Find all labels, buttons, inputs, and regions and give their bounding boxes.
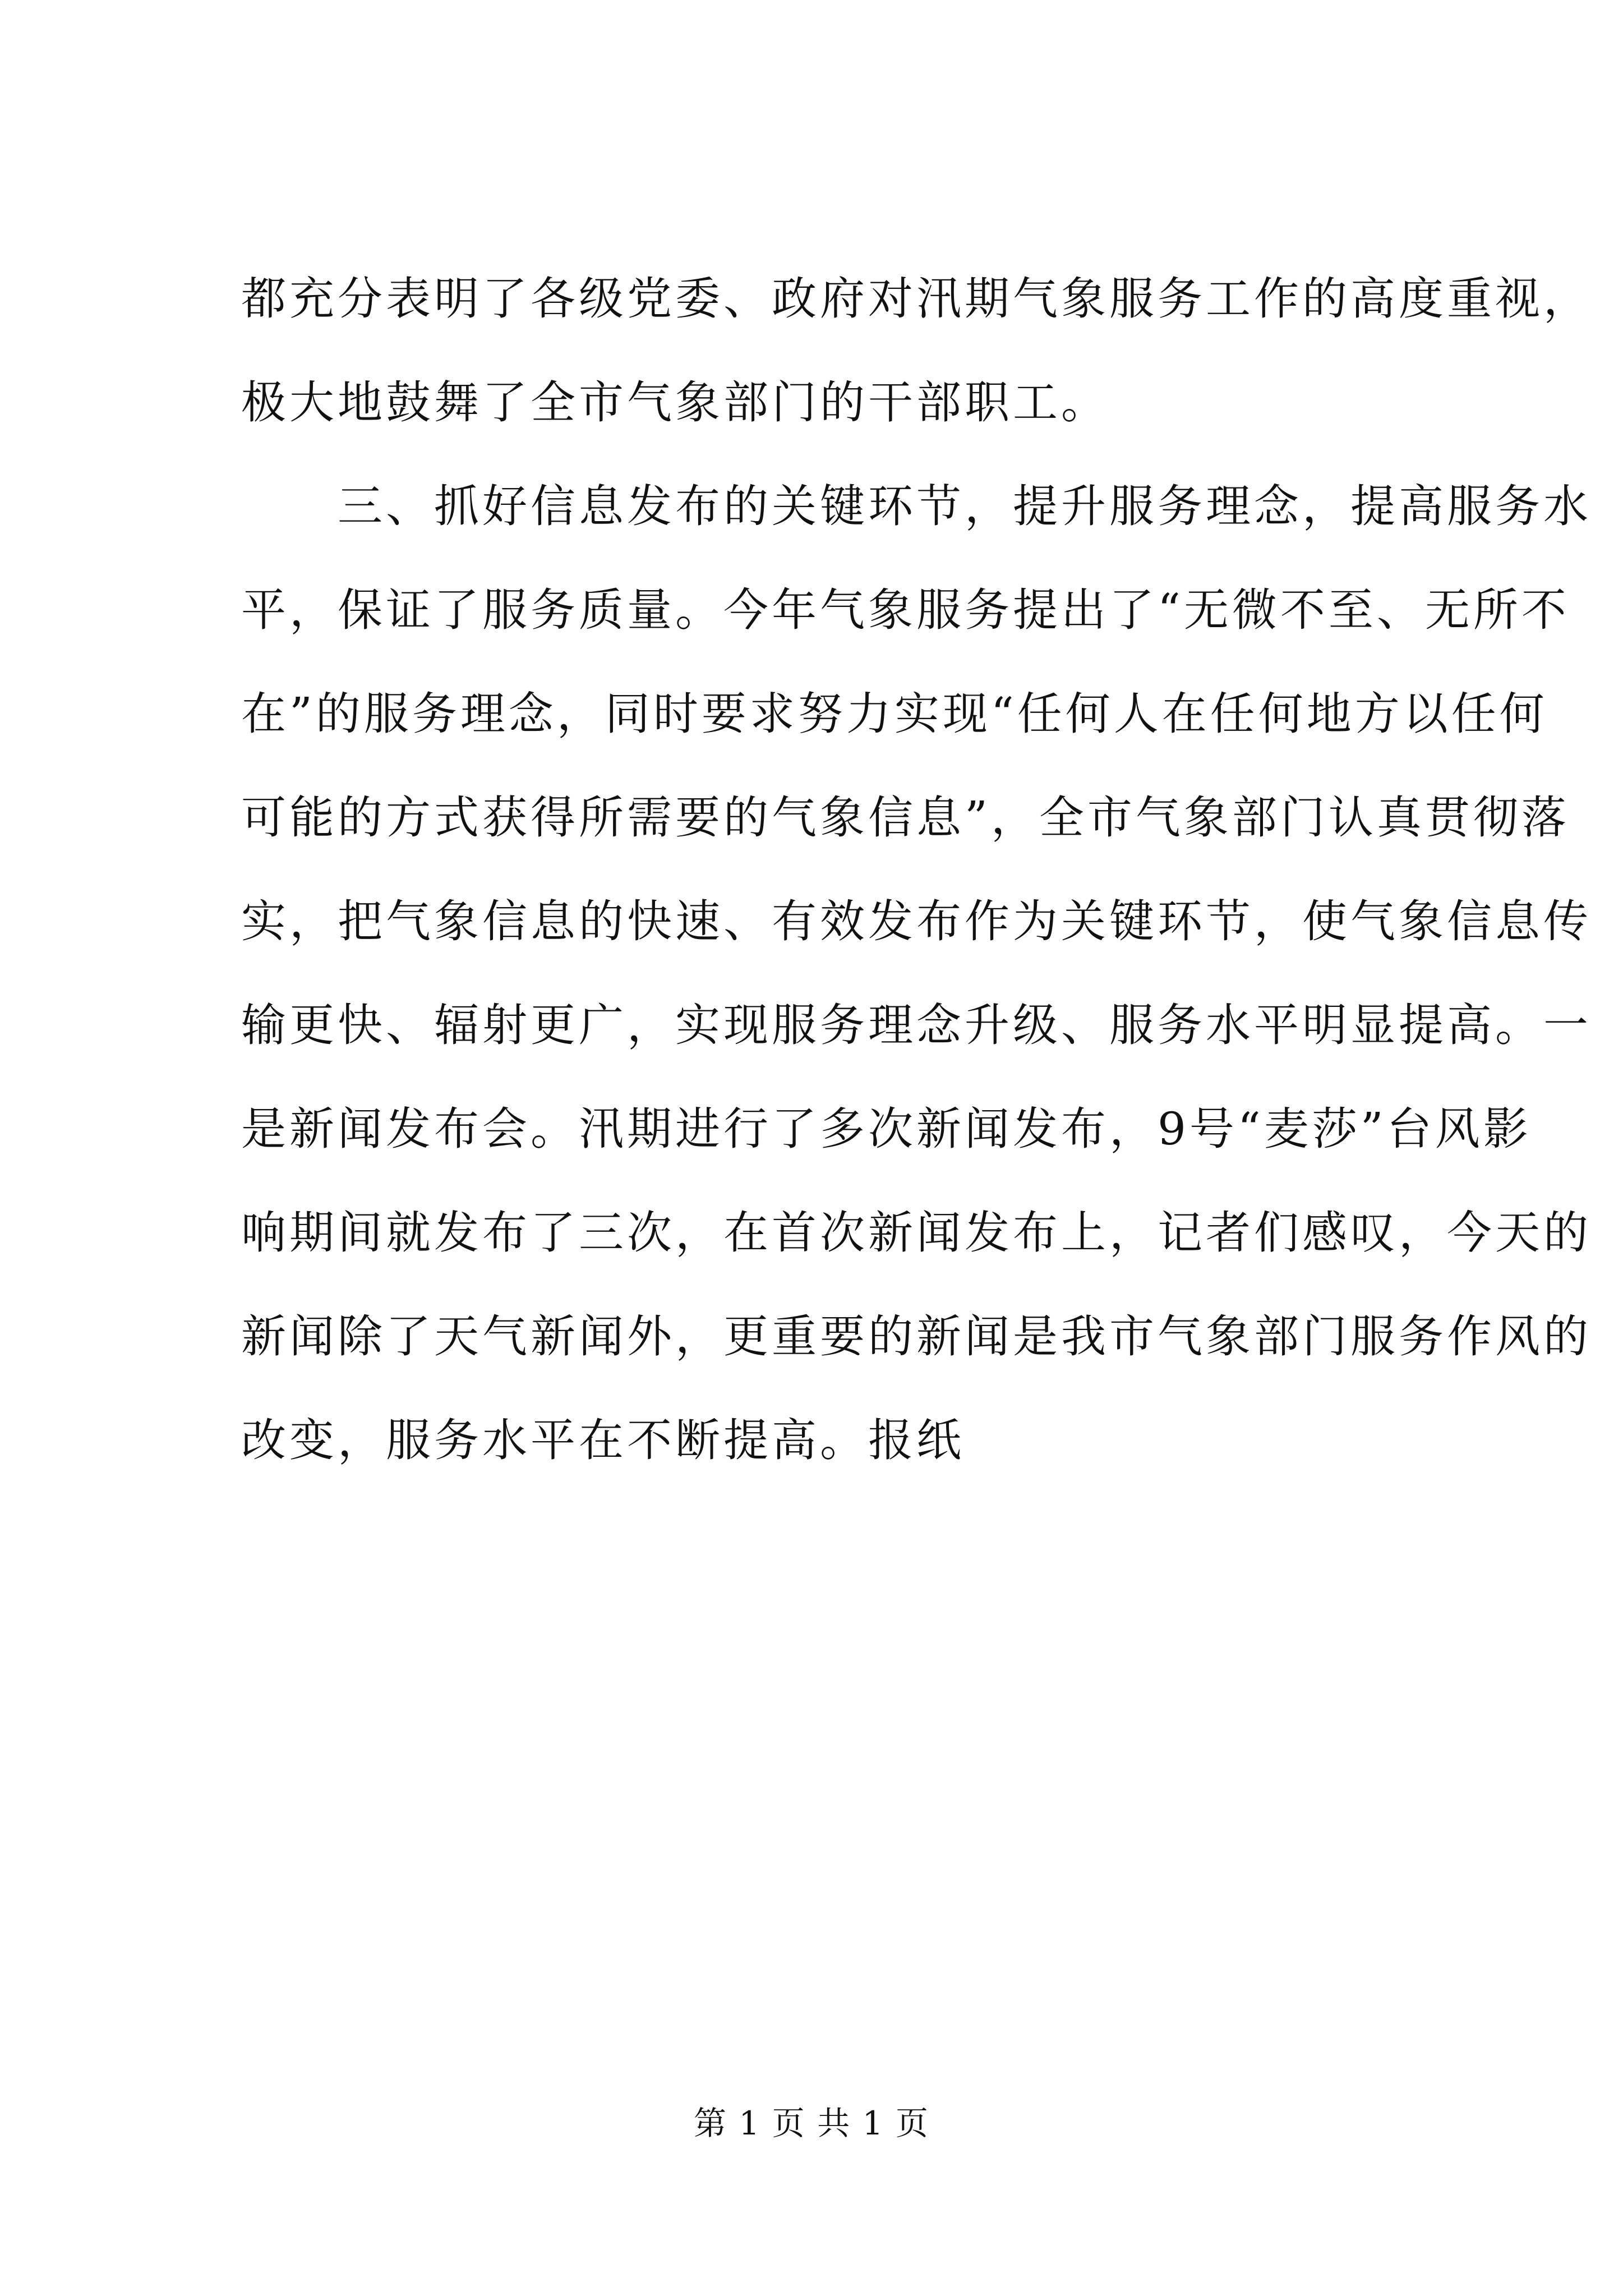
paragraph-start-line: 三、抓好信息发布的关键环节，提升服务理念，提高服务水 — [241, 480, 1592, 532]
text-line: 输更快、辐射更广，实现服务理念升级、服务水平明显提高。一 — [241, 999, 1592, 1051]
page-footer — [0, 2101, 1623, 2146]
text-line: 响期间就发布了三次，在首次新闻发布上，记者们感叹，今天的 — [241, 1207, 1592, 1259]
text-line: 在”的服务理念，同时要求努力实现“任何人在任何地方以任何 — [241, 688, 1548, 740]
text-line: 可能的方式获得所需要的气象信息”，全市气象部门认真贯彻落 — [241, 792, 1570, 844]
text-line: 是新闻发布会。汛期进行了多次新闻发布，9号“麦莎”台风影 — [241, 1103, 1532, 1155]
body-text — [241, 247, 1592, 1492]
text-line: 极大地鼓舞了全市气象部门的干部职工。 — [241, 376, 1109, 429]
page-number: 第 1 页 共 1 页 — [694, 2104, 929, 2142]
text-line: 新闻除了天气新闻外，更重要的新闻是我市气象部门服务作风的 — [241, 1310, 1592, 1363]
text-line: 实，把气象信息的快速、有效发布作为关键环节，使气象信息传 — [241, 895, 1592, 947]
text-line: 改变，服务水平在不断提高。报纸 — [241, 1414, 965, 1466]
text-line: 平，保证了服务质量。今年气象服务提出了“无微不至、无所不 — [241, 584, 1570, 636]
text-line: 都充分表明了各级党委、政府对汛期气象服务工作的高度重视， — [241, 273, 1592, 325]
